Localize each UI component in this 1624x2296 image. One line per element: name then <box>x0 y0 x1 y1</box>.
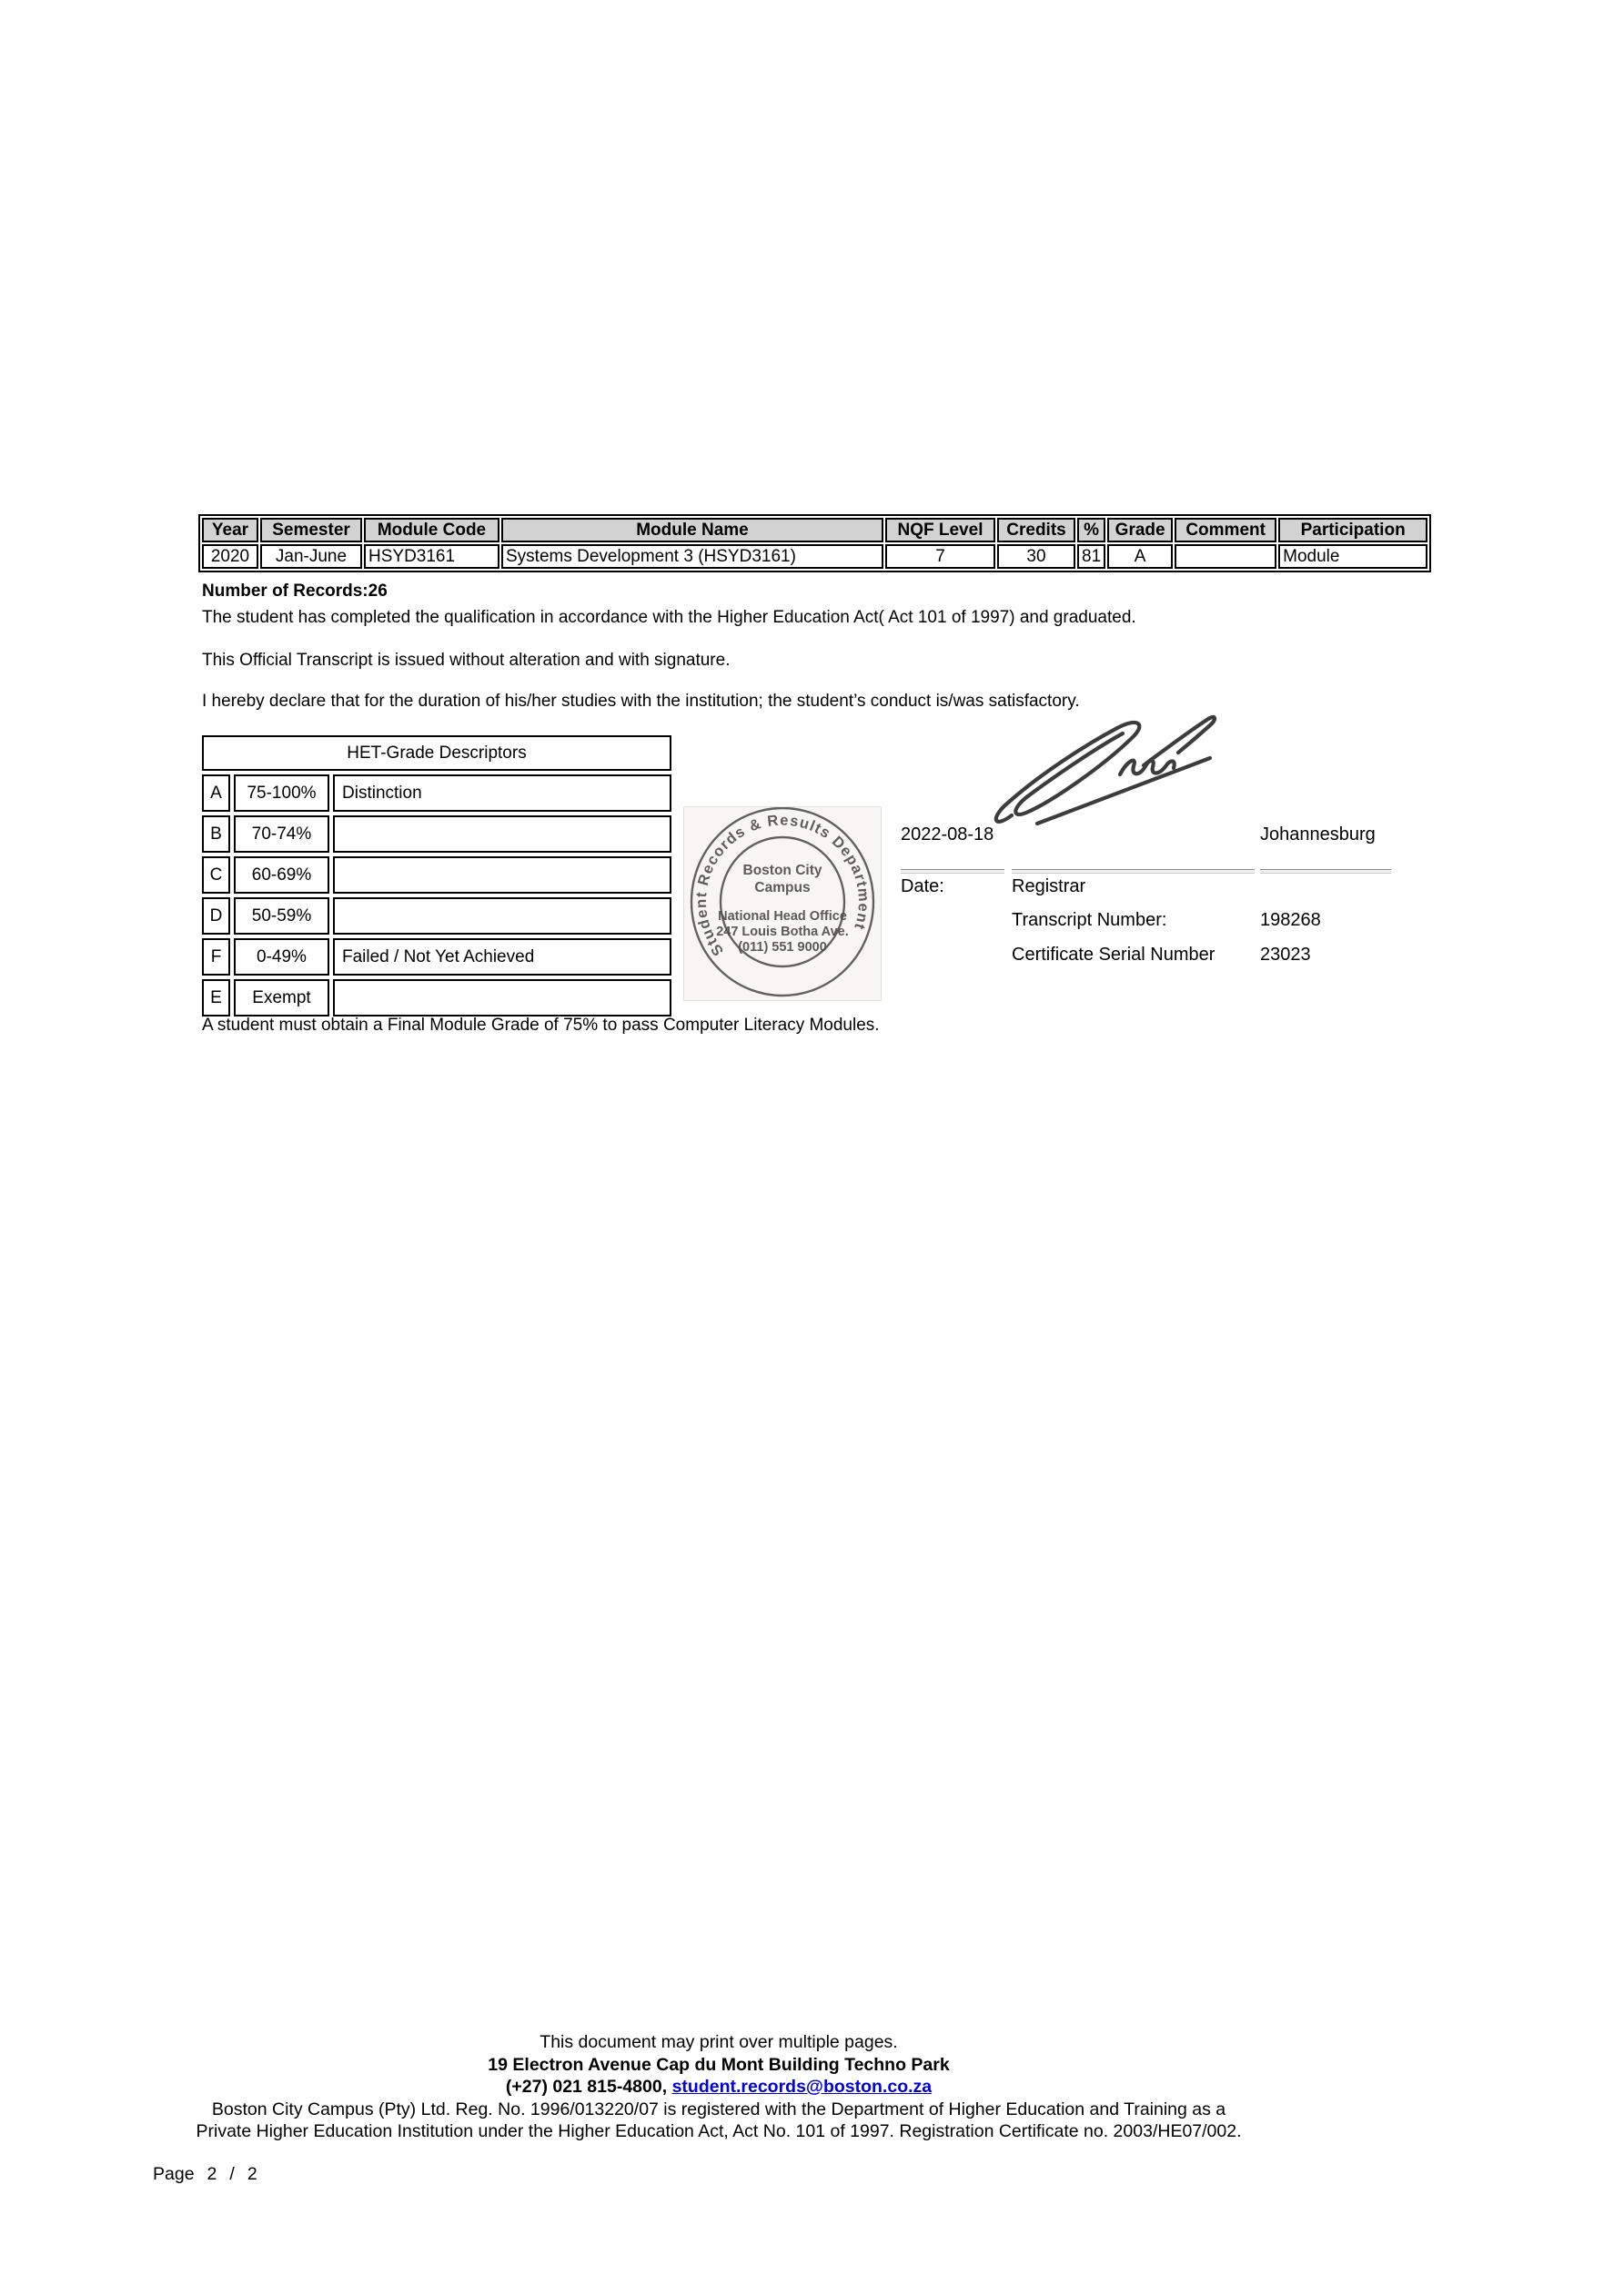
registrar-rule <box>1012 869 1255 874</box>
grade-note: A student must obtain a Final Module Grade of 75% to pass Computer Literacy Modules. <box>202 1016 880 1035</box>
grade-descriptor <box>333 815 671 853</box>
grade-letter: A <box>202 774 230 812</box>
cell-module-code: HSYD3161 <box>364 544 499 569</box>
module-table-row <box>202 544 1427 569</box>
stamp-org-line2: Campus <box>754 880 811 895</box>
module-table-header-row <box>202 518 1427 542</box>
footer-registration-line1: Boston City Campus (Pty) Ltd. Reg. No. 1996/013220/07 is registered with the Department of Higher Education and Training as a <box>211 2099 1226 2119</box>
header-module-name: Module Name <box>501 518 883 542</box>
grade-letter: C <box>202 856 230 894</box>
page-total: 2 <box>247 2164 257 2184</box>
cell-year: 2020 <box>202 544 258 569</box>
header-year: Year <box>202 518 258 542</box>
grade-descriptors-table <box>198 732 675 1020</box>
cell-comment <box>1175 544 1276 569</box>
signature-image <box>984 708 1221 835</box>
grade-letter: E <box>202 979 230 1017</box>
stamp-addr-line1: National Head Office <box>718 909 847 924</box>
stamp-addr-line3: (011) 551 9000 <box>738 940 827 955</box>
stamp-seal-icon <box>684 807 881 1000</box>
cell-module-name: Systems Development 3 (HSYD3161) <box>501 544 883 569</box>
page-number <box>153 2164 270 2185</box>
stamp-ring-text: Student Records & Results Department <box>692 812 873 959</box>
cell-nqf-level: 7 <box>885 544 995 569</box>
date-label: Date: <box>901 876 944 896</box>
footer-phone: (+27) 021 815-4800, <box>505 2077 672 2097</box>
header-semester: Semester <box>260 518 362 542</box>
cell-participation: Module <box>1278 544 1427 569</box>
registrar-label: Registrar <box>1012 876 1086 896</box>
official-stamp <box>683 806 882 1001</box>
header-nqf-level: NQF Level <box>885 518 995 542</box>
sign-place: Johannesburg <box>1260 824 1376 845</box>
grade-descriptor: Distinction <box>333 774 671 812</box>
cell-semester: Jan-June <box>260 544 362 569</box>
footer <box>0 2031 1437 2143</box>
grade-table-title: HET-Grade Descriptors <box>202 735 671 771</box>
grade-letter: D <box>202 897 230 935</box>
cell-credits: 30 <box>997 544 1075 569</box>
declaration-statement: I hereby declare that for the duration of his/her studies with the institution; the student’s conduct is/was satisfactory. <box>202 692 1080 711</box>
official-statement: This Official Transcript is issued without alteration and with signature. <box>202 651 731 670</box>
header-module-code: Module Code <box>364 518 499 542</box>
transcript-number-label: Transcript Number: <box>1012 910 1167 930</box>
header-percent: % <box>1077 518 1105 542</box>
sign-date-value: 2022-08-18 <box>901 824 994 845</box>
footer-print-note: This document may print over multiple pages. <box>540 2032 898 2052</box>
records-count-label: Number of Records:26 <box>202 582 388 601</box>
header-participation: Participation <box>1278 518 1427 542</box>
footer-contact <box>0 2076 1437 2099</box>
grade-letter: B <box>202 815 230 853</box>
grade-letter: F <box>202 938 230 976</box>
grade-row-b <box>202 815 671 853</box>
certificate-serial-label: Certificate Serial Number <box>1012 945 1215 965</box>
grade-descriptor: Failed / Not Yet Achieved <box>333 938 671 976</box>
footer-email-link[interactable]: student.records@boston.co.za <box>671 2077 933 2097</box>
grade-range: 70-74% <box>234 815 329 853</box>
module-results-table <box>198 514 1431 572</box>
grade-range: 0-49% <box>234 938 329 976</box>
cell-percent: 81 <box>1077 544 1105 569</box>
header-comment: Comment <box>1175 518 1276 542</box>
grade-table-title-row <box>202 735 671 771</box>
date-rule <box>901 869 1004 874</box>
grade-descriptor <box>333 897 671 935</box>
grade-range: 75-100% <box>234 774 329 812</box>
grade-descriptor <box>333 979 671 1017</box>
header-credits: Credits <box>997 518 1075 542</box>
grade-row-e <box>202 979 671 1017</box>
grade-row-c <box>202 856 671 894</box>
grade-range: Exempt <box>234 979 329 1017</box>
grade-descriptor <box>333 856 671 894</box>
cell-grade: A <box>1107 544 1173 569</box>
grade-row-d <box>202 897 671 935</box>
grade-row-f <box>202 938 671 976</box>
footer-registration-line2: Private Higher Education Institution under the Higher Education Act, Act No. 101 of 1997. Registration Certificate no. 2003/HE07/002. <box>196 2121 1242 2141</box>
header-grade: Grade <box>1107 518 1173 542</box>
grade-row-a <box>202 774 671 812</box>
transcript-number-value: 198268 <box>1260 910 1321 930</box>
place-rule <box>1260 869 1391 874</box>
footer-address: 19 Electron Avenue Cap du Mont Building Techno Park <box>488 2054 950 2075</box>
grade-range: 50-59% <box>234 897 329 935</box>
page-current: 2 <box>207 2164 217 2184</box>
page-separator: / <box>229 2164 235 2184</box>
grade-range: 60-69% <box>234 856 329 894</box>
stamp-org-line1: Boston City <box>742 863 822 878</box>
certificate-serial-value: 23023 <box>1260 945 1311 965</box>
stamp-addr-line2: 247 Louis Botha Ave. <box>716 925 849 939</box>
completion-statement: The student has completed the qualification in accordance with the Higher Education Act( Act 101 of 1997) and graduated. <box>202 608 1136 627</box>
page-label: Page <box>153 2164 195 2184</box>
